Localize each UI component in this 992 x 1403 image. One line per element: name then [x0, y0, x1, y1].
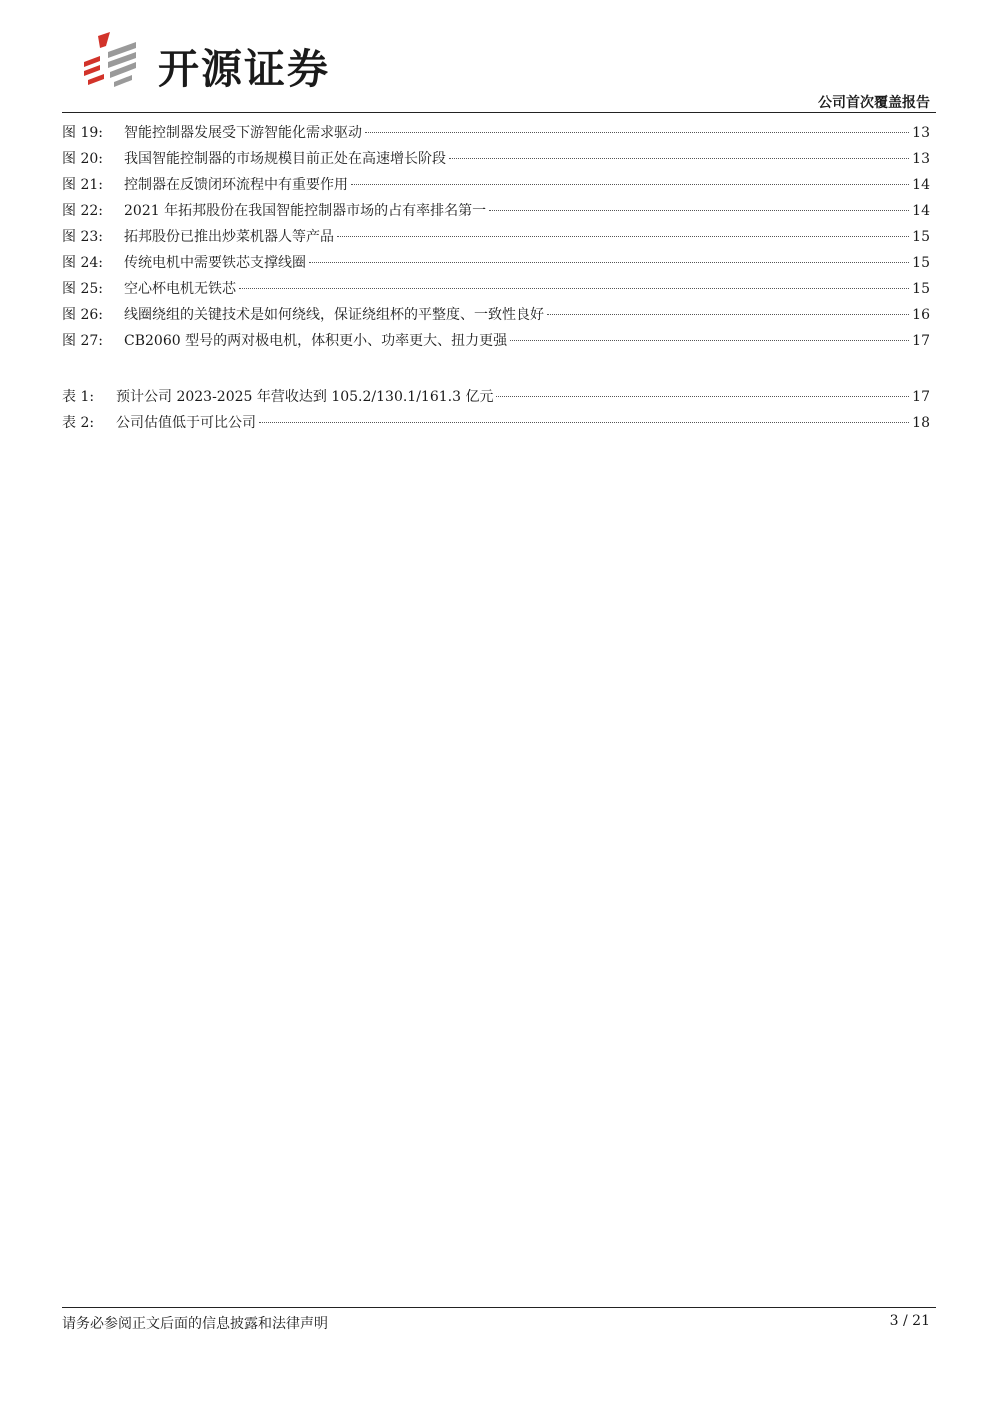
- dot-leader: [365, 132, 909, 133]
- page-number: 3 / 21: [889, 1313, 930, 1329]
- figure-title: 空心杯电机无铁芯: [124, 281, 236, 297]
- figure-title: 线圈绕组的关键技术是如何绕线，保证绕组杯的平整度、一致性良好: [124, 307, 544, 323]
- figure-page: 15: [912, 281, 930, 297]
- figure-entry[interactable]: [62, 122, 930, 148]
- figure-entry[interactable]: [62, 278, 930, 304]
- company-logo: [80, 32, 360, 92]
- figure-entry[interactable]: [62, 200, 930, 226]
- dot-leader: [259, 422, 909, 423]
- figure-entry[interactable]: [62, 174, 930, 200]
- table-title: 公司估值低于可比公司: [116, 415, 256, 431]
- figure-label: 图 21:: [62, 177, 103, 193]
- dot-leader: [449, 158, 909, 159]
- figure-page: 13: [912, 125, 930, 141]
- dot-leader: [510, 340, 909, 341]
- logo-mark-icon: [80, 32, 140, 88]
- footer-divider: [62, 1307, 936, 1308]
- figure-label: 图 23:: [62, 229, 103, 245]
- figure-label: 图 24:: [62, 255, 103, 271]
- figure-title: 我国智能控制器的市场规模目前正处在高速增长阶段: [124, 151, 446, 167]
- figure-page: 13: [912, 151, 930, 167]
- figure-entry[interactable]: [62, 252, 930, 278]
- figure-title: 2021 年拓邦股份在我国智能控制器市场的占有率排名第一: [124, 203, 487, 219]
- figure-entry[interactable]: [62, 330, 930, 356]
- figure-page: 16: [912, 307, 930, 323]
- figure-title: 控制器在反馈闭环流程中有重要作用: [124, 177, 348, 193]
- dot-leader: [351, 184, 909, 185]
- figure-entry[interactable]: [62, 226, 930, 252]
- figure-label: 图 25:: [62, 281, 103, 297]
- figure-page: 15: [912, 255, 930, 271]
- figure-label: 图 27:: [62, 333, 103, 349]
- table-index: [62, 386, 930, 438]
- dot-leader: [489, 210, 909, 211]
- figure-page: 17: [912, 333, 930, 349]
- dot-leader: [337, 236, 909, 237]
- table-title: 预计公司 2023-2025 年营收达到 105.2/130.1/161.3 亿元: [116, 389, 494, 405]
- figure-label: 图 19:: [62, 125, 103, 141]
- figure-title: CB2060 型号的两对极电机，体积更小、功率更大、扭力更强: [124, 333, 508, 349]
- dot-leader: [496, 396, 909, 397]
- figure-page: 14: [912, 203, 930, 219]
- figure-title: 传统电机中需要铁芯支撑线圈: [124, 255, 306, 271]
- table-label: 表 1:: [62, 389, 95, 405]
- figure-index: [62, 122, 930, 356]
- dot-leader: [547, 314, 909, 315]
- figure-page: 15: [912, 229, 930, 245]
- figure-page: 14: [912, 177, 930, 193]
- figure-title: 拓邦股份已推出炒菜机器人等产品: [124, 229, 334, 245]
- figure-title: 智能控制器发展受下游智能化需求驱动: [124, 125, 362, 141]
- table-page: 18: [912, 415, 930, 431]
- report-type-label: 公司首次覆盖报告: [818, 95, 930, 111]
- header-divider: [62, 112, 936, 113]
- figure-entry[interactable]: [62, 304, 930, 330]
- figure-label: 图 20:: [62, 151, 103, 167]
- footer-disclaimer: 请务必参阅正文后面的信息披露和法律声明: [62, 1316, 328, 1332]
- dot-leader: [309, 262, 909, 263]
- table-entry[interactable]: [62, 386, 930, 412]
- table-label: 表 2:: [62, 415, 95, 431]
- figure-entry[interactable]: [62, 148, 930, 174]
- dot-leader: [239, 288, 909, 289]
- table-entry[interactable]: [62, 412, 930, 438]
- figure-label: 图 26:: [62, 307, 103, 323]
- table-page: 17: [912, 389, 930, 405]
- figure-label: 图 22:: [62, 203, 103, 219]
- logo-text: 开源证券: [158, 45, 330, 93]
